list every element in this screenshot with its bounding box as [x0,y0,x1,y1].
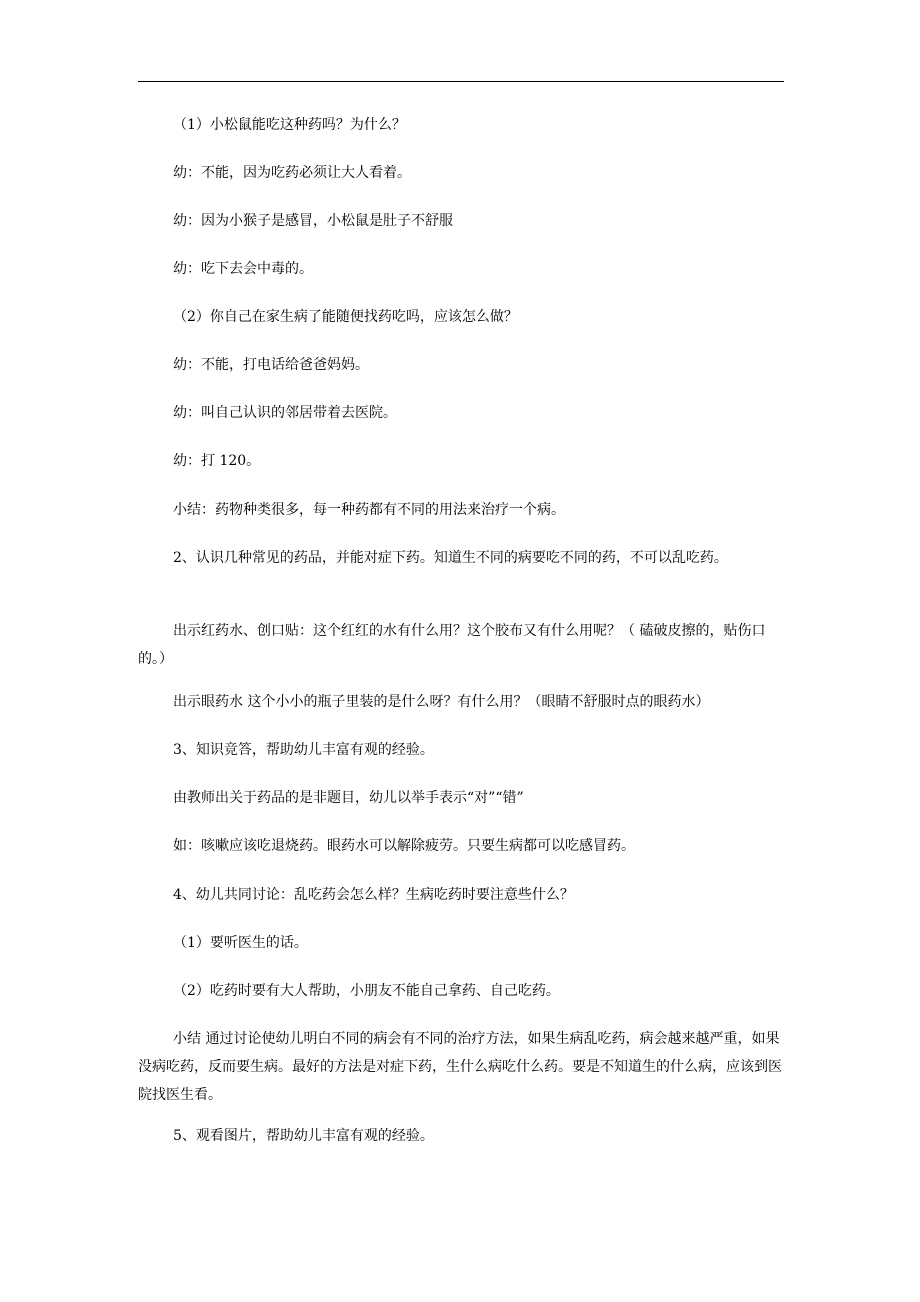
section-2-heading: 2、认识几种常见的药品，并能对症下药。知道生不同的病要吃不同的药，不可以乱吃药。 [173,550,728,566]
question-1: （1）小松鼠能吃这种药吗？为什么？ [173,117,406,133]
section-4-heading: 4、幼儿共同讨论：乱吃药会怎么样？生病吃药时要注意些什么？ [173,887,574,903]
quiz-examples: 如：咳嗽应该吃退烧药。眼药水可以解除疲劳。只要生病都可以吃感冒药。 [173,838,635,854]
child-answer: 幼：不能，因为吃药必须让大人看着。 [173,165,411,181]
section-3-heading: 3、知识竞答，帮助幼儿丰富有观的经验。 [173,742,434,758]
show-items-2: 出示眼药水 这个小小的瓶子里装的是什么呀？有什么用？（眼睛不舒服时点的眼药水） [173,694,710,710]
show-items-1: 出示红药水、创口贴：这个红红的水有什么用？这个胶布又有什么用呢？（ 磕破皮擦的，贴伤口的。） [138,623,766,667]
discussion-point-1: （1）要听医生的话。 [173,935,308,951]
discussion-point-2: （2）吃药时要有大人帮助，小朋友不能自己拿药、自己吃药。 [173,983,560,999]
question-2: （2）你自己在家生病了能随便找药吃吗，应该怎么做？ [173,309,518,325]
summary-2: 小结 通过讨论使幼儿明白不同的病会有不同的治疗方法，如果生病乱吃药，病会越来越严重，如果没病吃药，反而要生病。最好的方法是对症下药，生什么病吃什么药。要是不知道生的什么病，应该到医院找医生看。 [138,1031,782,1103]
child-answer: 幼：打 120。 [173,453,261,469]
child-answer: 幼：吃下去会中毒的。 [173,261,313,277]
summary-1: 小结：药物种类很多，每一种药都有不同的用法来治疗一个病。 [173,502,565,518]
child-answer: 幼：不能，打电话给爸爸妈妈。 [173,357,369,373]
child-answer: 幼：叫自己认识的邻居带着去医院。 [173,405,397,421]
quiz-description: 由教师出关于药品的是非题目，幼儿以举手表示“对”“错” [173,790,524,806]
section-5-heading: 5、观看图片，帮助幼儿丰富有观的经验。 [173,1128,434,1144]
child-answer: 幼：因为小猴子是感冒，小松鼠是肚子不舒服 [173,213,453,229]
header-rule [138,81,784,82]
